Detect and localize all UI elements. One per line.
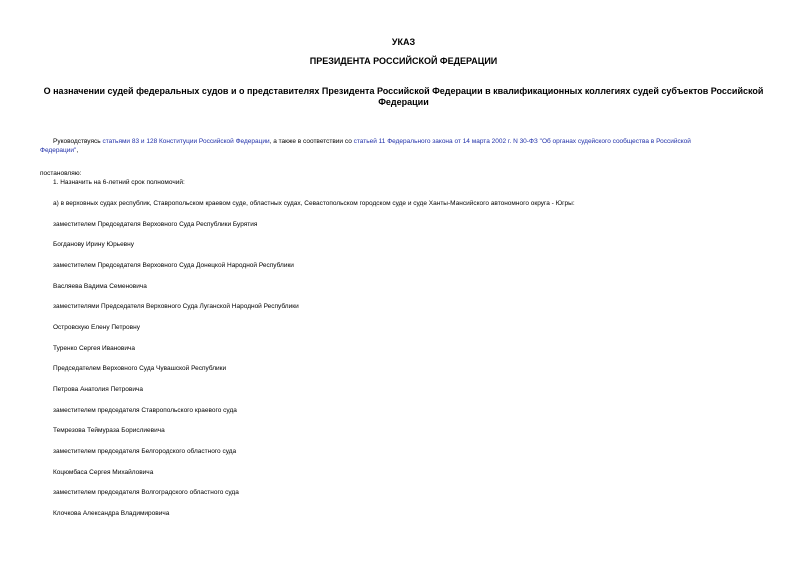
list-item: заместителями Председателя Верховного Суда Луганской Народной Республики — [53, 303, 299, 310]
list-item: заместителем председателя Белгородского областного суда — [53, 448, 237, 455]
list-item: Темрезова Теймураза Борислиевича — [53, 427, 165, 434]
list-item: заместителем Председателя Верховного Суда Республики Бурятия — [53, 221, 258, 228]
document-subject — [40, 86, 767, 108]
list-item: Клочкова Александра Владимировича — [53, 510, 170, 517]
federal-law-link-continued[interactable]: Федерации" — [40, 147, 77, 154]
list-item: Туренко Сергея Ивановича — [53, 345, 135, 352]
document-issuer: ПРЕЗИДЕНТА РОССИЙСКОЙ ФЕДЕРАЦИИ — [309, 56, 498, 66]
list-item: Петрова Анатолия Петровича — [53, 386, 143, 393]
clause-a: а) в верховных судах республик, Ставропольском краевом суде, областных судах, Севастопольском городском суде и суде Ханты-Мансийского автономного округа - Югры: — [53, 200, 575, 207]
list-item: Председателем Верховного Суда Чувашской Республики — [53, 365, 227, 372]
list-item: заместителем председателя Ставропольского краевого суда — [53, 407, 237, 414]
preamble-paragraph — [40, 137, 770, 155]
list-item: Островскую Елену Петровну — [53, 324, 140, 331]
list-item: Коцюмбаса Сергея Михайловича — [53, 469, 154, 476]
preamble-text: Руководствуясь — [53, 138, 103, 145]
clause-1: 1. Назначить на 6-летний срок полномочий: — [53, 179, 185, 186]
list-item: Богданову Ирину Юрьевну — [53, 241, 134, 248]
document-subject-line-2: Федерации — [378, 97, 429, 107]
document-title: УКАЗ — [391, 37, 416, 47]
preamble-text: , — [76, 147, 79, 154]
list-item: заместителем Председателя Верховного Суда Донецкой Народной Республики — [53, 262, 294, 269]
list-item: Васляева Вадима Семеновича — [53, 283, 147, 290]
federal-law-link[interactable]: статьей 11 Федерального закона от 14 марта 2002 г. N 30-ФЗ "Об органах судейского сообщества в Российской — [353, 138, 691, 145]
decree-word: постановляю: — [40, 170, 82, 177]
constitution-link[interactable]: статьями 83 и 128 Конституции Российской Федерации — [102, 138, 270, 145]
preamble-text: , а также в соответствии со — [269, 138, 354, 145]
list-item: заместителем председателя Волгоградского областного суда — [53, 489, 239, 496]
document-subject-line-1: О назначении судей федеральных судов и о представителях Президента Российской Федерации в квалификационных коллегиях судей субъектов Российской — [43, 86, 764, 96]
